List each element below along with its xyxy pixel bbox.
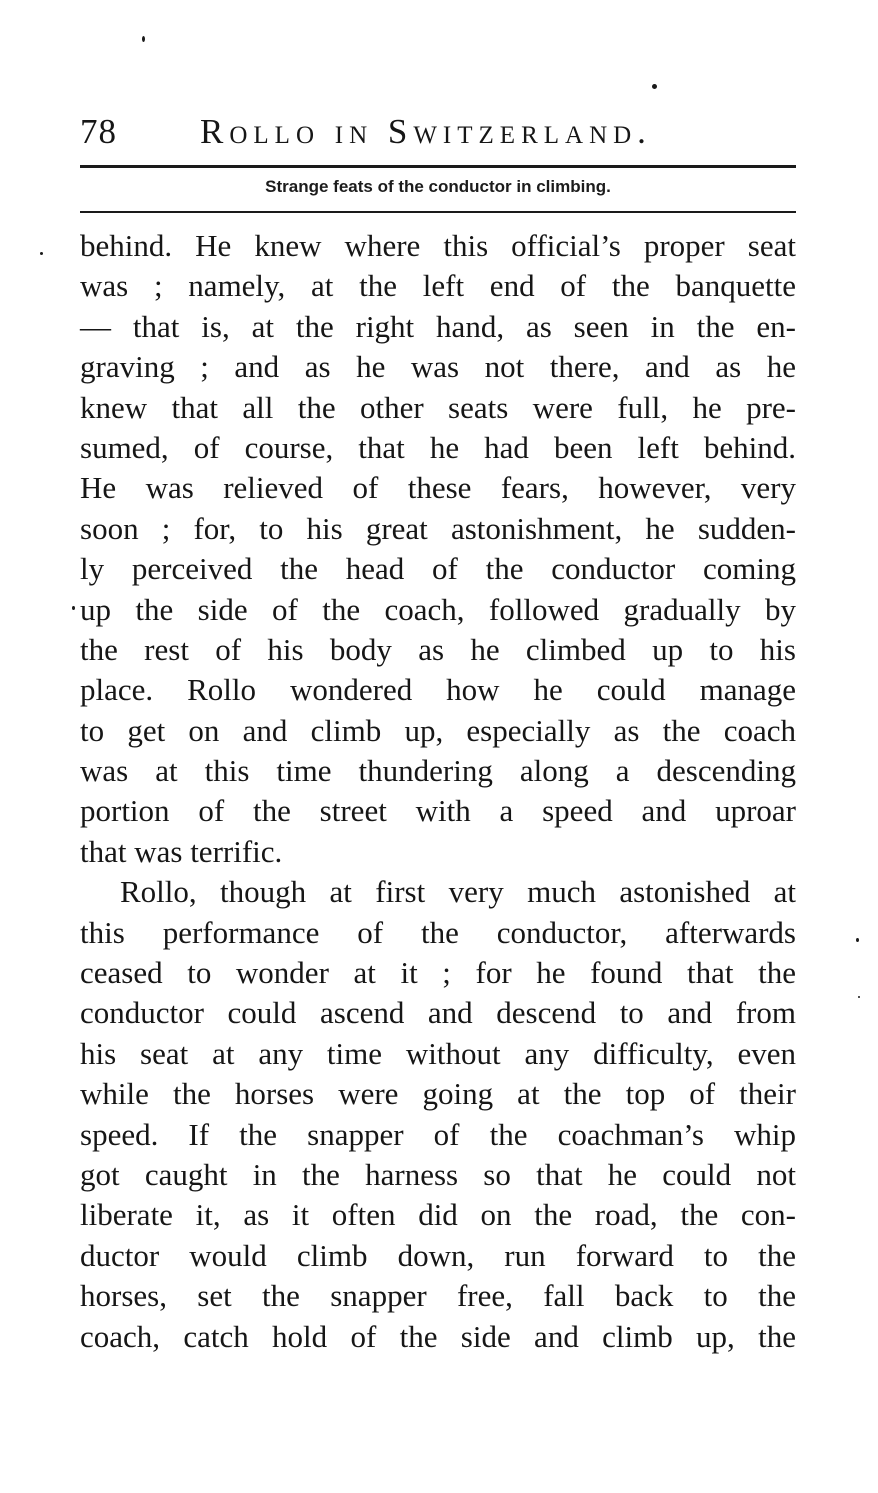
text-line: ductor would climb down, run forward to the [80, 1237, 796, 1273]
text-line: was ; namely, at the left end of the banquette [80, 268, 796, 304]
running-head [80, 108, 798, 156]
text-line: sumed, of course, that he had been left behind. [80, 429, 796, 465]
text-line: He was relieved of these fears, however, very [80, 470, 796, 506]
text-line: his seat at any time without any difficulty, even [80, 1035, 796, 1071]
text-line: up the side of the coach, followed gradually by [80, 591, 796, 627]
text-line: Rollo, though at first very much astonished at [120, 874, 796, 910]
scan-speck [856, 938, 859, 942]
text-line: while the horses were going at the top of their [80, 1076, 796, 1112]
header-rule-bottom [80, 211, 796, 213]
text-line: ceased to wonder at it ; for he found that the [80, 955, 796, 991]
text-line: got caught in the harness so that he could not [80, 1156, 796, 1192]
scan-speck [858, 996, 860, 998]
text-line: ly perceived the head of the conductor coming [80, 551, 796, 587]
scan-speck [72, 606, 75, 610]
text-line: this performance of the conductor, afterwards [80, 914, 796, 950]
body-text [80, 226, 796, 1357]
text-line: — that is, at the right hand, as seen in the en- [80, 308, 796, 344]
text-line: that was terrific. [80, 833, 283, 869]
section-subheading: Strange feats of the conductor in climbing. [265, 177, 611, 196]
running-title: Rollo in Switzerland. [200, 112, 652, 151]
text-line: speed. If the snapper of the coachman’s whip [80, 1116, 796, 1152]
text-line: horses, set the snapper free, fall back to the [80, 1278, 796, 1314]
text-line: coach, catch hold of the side and climb up, the [80, 1318, 796, 1354]
text-line: soon ; for, to his great astonishment, he sudden- [80, 510, 796, 546]
text-line: conductor could ascend and descend to and from [80, 995, 796, 1031]
scan-speck [142, 36, 145, 42]
text-line: to get on and climb up, especially as the coach [80, 712, 796, 748]
scan-speck [40, 252, 43, 255]
text-line: behind. He knew where this official’s proper seat [80, 228, 796, 263]
header-rule-top [80, 165, 796, 168]
text-line: place. Rollo wondered how he could manage [80, 672, 796, 708]
page-number: 78 [80, 112, 117, 151]
text-line: graving ; and as he was not there, and as he [80, 349, 796, 385]
text-line: knew that all the other seats were full, he pre- [80, 389, 796, 425]
text-line: liberate it, as it often did on the road, the con- [80, 1197, 796, 1233]
scan-speck [652, 84, 657, 89]
text-line: the rest of his body as he climbed up to his [80, 631, 796, 667]
text-line: was at this time thundering along a descending [80, 753, 796, 789]
text-line: portion of the street with a speed and uproar [80, 793, 796, 829]
